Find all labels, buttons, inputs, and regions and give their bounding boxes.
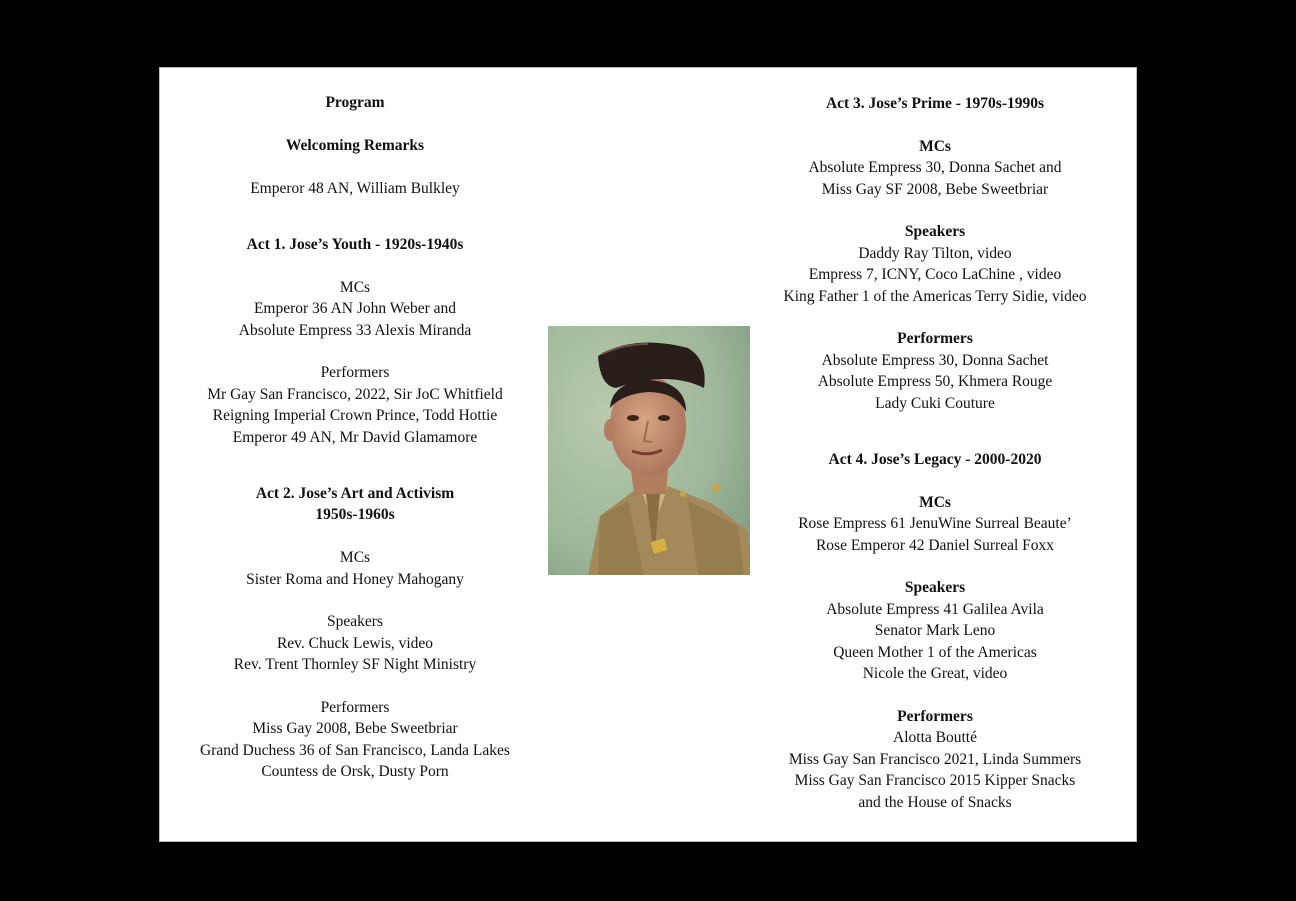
- right-column: [760, 93, 1110, 813]
- act2-title-line2: 1950s-1960s: [315, 506, 395, 524]
- program-page: [159, 67, 1137, 842]
- act2-performers-label: Performers: [320, 699, 390, 717]
- act4-performer-line: Miss Gay San Francisco 2015 Kipper Snacks: [794, 772, 1076, 790]
- act4-title: Act 4. Jose’s Legacy - 2000-2020: [828, 451, 1042, 469]
- act4-speaker-line: Absolute Empress 41 Galilea Avila: [826, 600, 1044, 618]
- act1-performers-label: Performers: [320, 364, 390, 382]
- act3-speaker-line: Daddy Ray Tilton, video: [858, 244, 1012, 262]
- act2-speakers-label: Speakers: [327, 613, 383, 631]
- act3-title: Act 3. Jose’s Prime - 1970s-1990s: [825, 95, 1045, 112]
- act2-title-line1: Act 2. Jose’s Art and Activism: [255, 485, 455, 503]
- act4-mc-line: Rose Emperor 42 Daniel Surreal Foxx: [815, 536, 1055, 554]
- act4-performers-label: Performers: [897, 707, 973, 725]
- act4-performer-line: and the House of Snacks: [858, 793, 1012, 811]
- left-column: [180, 92, 530, 783]
- act1-mcs-label: MCs: [339, 278, 371, 296]
- act3-mcs-label: MCs: [919, 137, 951, 155]
- act4-speakers-label: Speakers: [904, 579, 966, 597]
- act1-performer-line: Reigning Imperial Crown Prince, Todd Hottie: [212, 407, 498, 425]
- act3-speaker-line: King Father 1 of the Americas Terry Sidie, video: [783, 287, 1087, 305]
- act4-performer-line: Miss Gay San Francisco 2021, Linda Summers: [788, 750, 1082, 768]
- act2-performer-line: Miss Gay 2008, Bebe Sweetbriar: [252, 720, 458, 738]
- act2-speaker-line: Rev. Chuck Lewis, video: [276, 634, 434, 652]
- welcome-line: Emperor 48 AN, William Bulkley: [250, 179, 460, 197]
- act2-performer-line: Countess de Orsk, Dusty Porn: [261, 763, 449, 781]
- act4-mc-line: Rose Empress 61 JenuWine Surreal Beaute’: [798, 515, 1072, 533]
- act3-performers-label: Performers: [897, 330, 973, 348]
- act4-speaker-line: Nicole the Great, video: [862, 665, 1008, 683]
- act1-performer-line: Mr Gay San Francisco, 2022, Sir JoC Whitfield: [207, 385, 503, 403]
- act2-mc-line: Sister Roma and Honey Mahogany: [246, 570, 464, 588]
- act3-performer-line: Lady Cuki Couture: [875, 394, 995, 412]
- act1-mc-line: Emperor 36 AN John Weber and: [253, 300, 457, 318]
- act1-mc-line: Absolute Empress 33 Alexis Miranda: [238, 321, 472, 339]
- act1-performer-line: Emperor 49 AN, Mr David Glamamore: [232, 428, 478, 446]
- act3-performer-line: Absolute Empress 50, Khmera Rouge: [817, 373, 1053, 391]
- act3-performer-line: Absolute Empress 30, Donna Sachet: [821, 351, 1049, 369]
- act1-title: Act 1. Jose’s Youth - 1920s-1940s: [246, 236, 464, 253]
- program-heading: Program: [325, 94, 385, 111]
- welcome-heading: Welcoming Remarks: [285, 136, 425, 154]
- act3-speakers-label: Speakers: [904, 223, 966, 241]
- act3-mc-line: Miss Gay SF 2008, Bebe Sweetbriar: [821, 180, 1049, 198]
- act4-mcs-label: MCs: [919, 493, 951, 511]
- portrait-photo-icon: [548, 326, 750, 575]
- act3-speaker-line: Empress 7, ICNY, Coco LaChine , video: [808, 266, 1062, 284]
- act4-speaker-line: Queen Mother 1 of the Americas: [833, 643, 1037, 661]
- act2-mcs-label: MCs: [339, 549, 371, 567]
- act2-speaker-line: Rev. Trent Thornley SF Night Ministry: [233, 656, 477, 674]
- act2-performer-line: Grand Duchess 36 of San Francisco, Landa Lakes: [200, 741, 510, 759]
- act4-speaker-line: Senator Mark Leno: [874, 622, 996, 640]
- act3-mc-line: Absolute Empress 30, Donna Sachet and: [808, 159, 1062, 177]
- act4-performer-line: Alotta Boutté: [893, 729, 977, 747]
